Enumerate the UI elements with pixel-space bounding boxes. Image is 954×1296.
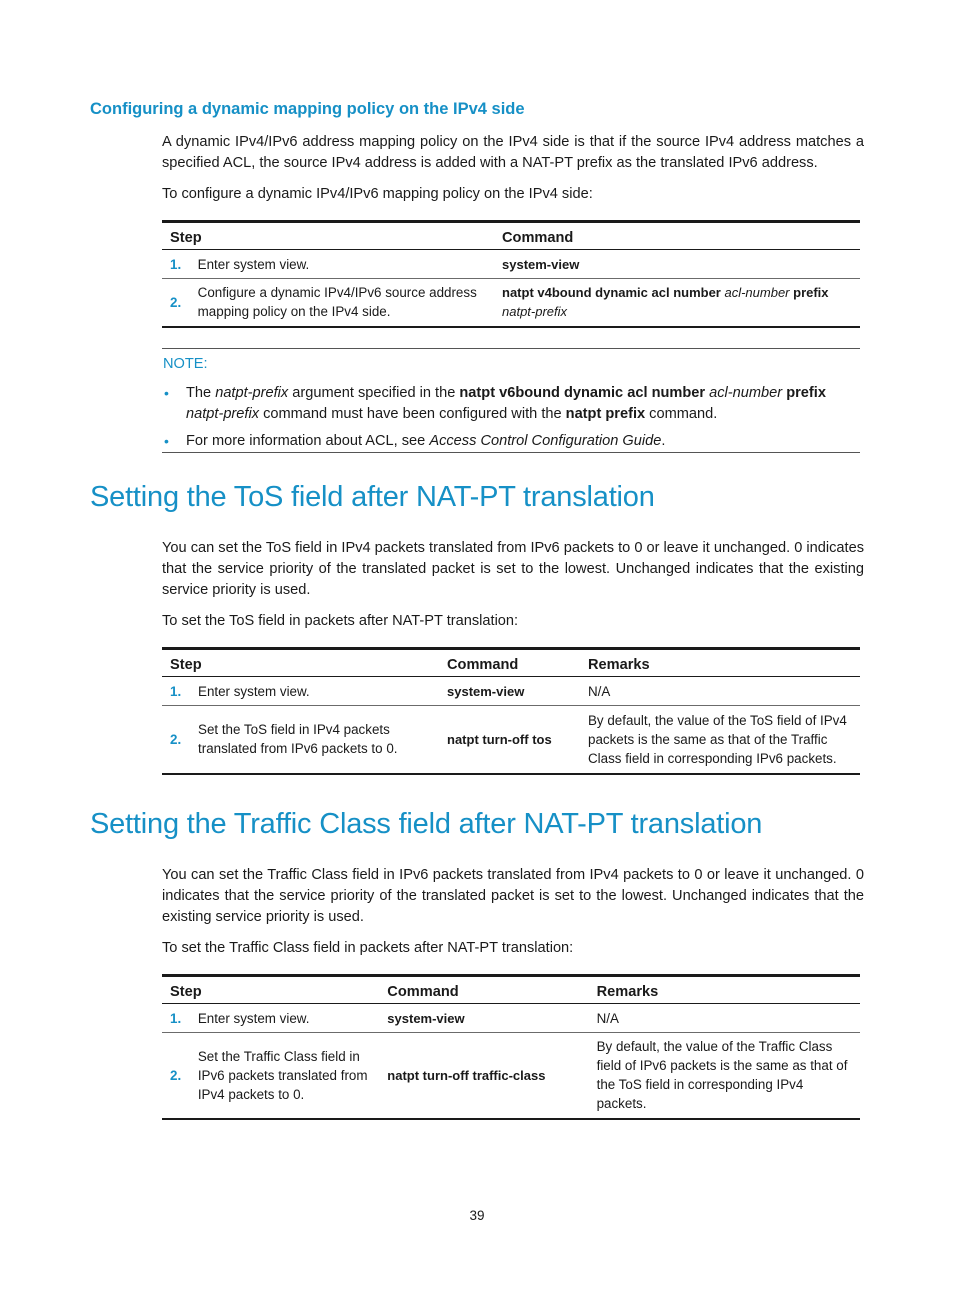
step-description: Enter system view.: [197, 256, 310, 272]
section-heading-dynamic-mapping: Configuring a dynamic mapping policy on the IPv4 side: [90, 100, 525, 118]
paragraph-tos-intro: You can set the ToS field in IPv4 packets translated from IPv6 packets to 0 or leave it unchanged. 0 indicates that the service priority of the translated packet is set to the lowest. Unchanged indicates that the existing service priority is used.: [162, 540, 864, 598]
section-heading-traffic-class: Setting the Traffic Class field after NAT-PT translation: [90, 808, 763, 840]
note-text: For more information about ACL, see: [186, 433, 430, 449]
bullet-icon: •: [164, 433, 169, 449]
paragraph-traffic-class-intro: You can set the Traffic Class field in IPv6 packets translated from IPv4 packets to 0 or leave it unchanged. 0 indicates that the service priority of the translated packet is set to the lowest. Unchanged indicates that the existing service priority is used.: [162, 867, 864, 925]
step-description: Enter system view.: [198, 683, 310, 699]
command-text: [494, 279, 860, 327]
page-number: 39: [469, 1208, 485, 1223]
remarks-text: By default, the value of the Traffic Class field of IPv6 packets is the same as that of the ToS field in corresponding IPv4 packets.: [589, 1033, 860, 1119]
remarks-text: N/A: [596, 1010, 619, 1026]
note-command: natpt v6bound dynamic acl number: [459, 385, 706, 401]
table-row: [162, 250, 860, 279]
table-traffic-class: [162, 974, 860, 1120]
section-heading-tos: Setting the ToS field after NAT-PT translation: [90, 481, 655, 513]
note-command: natpt prefix: [565, 406, 646, 422]
command-argument: natpt-prefix: [502, 304, 568, 320]
command-text: natpt turn-off traffic-class: [379, 1033, 588, 1119]
note-command: prefix: [782, 385, 826, 401]
step-description: Configure a dynamic IPv4/IPv6 source address mapping policy on the IPv4 side.: [190, 279, 494, 327]
note-text: command must have been configured with the: [259, 406, 566, 422]
command-text: system-view: [387, 1010, 465, 1026]
note-text: The: [186, 385, 216, 401]
table-row: [162, 706, 860, 774]
command-keyword: prefix: [789, 285, 829, 301]
column-header-step: Step: [162, 976, 379, 1004]
note-text: argument specified in the: [288, 385, 460, 401]
command-text: system-view: [447, 683, 525, 699]
note-text: .: [661, 433, 666, 449]
column-header-remarks: Remarks: [580, 649, 860, 677]
step-number: 1.: [170, 256, 182, 272]
paragraph-traffic-class-lead: To set the Traffic Class field in packets after NAT-PT translation:: [162, 940, 574, 956]
column-header-command: Command: [439, 649, 580, 677]
bullet-icon: •: [164, 385, 169, 401]
step-number: 2.: [162, 279, 190, 327]
column-header-command: Command: [494, 222, 860, 250]
note-list: [162, 383, 862, 458]
step-number: 2.: [162, 706, 190, 774]
remarks-text: N/A: [588, 683, 611, 699]
step-description: Enter system view.: [197, 1010, 310, 1026]
paragraph-tos-lead: To set the ToS field in packets after NAT-PT translation:: [162, 613, 519, 629]
note-divider-bottom: [162, 452, 860, 453]
table-row: [162, 677, 860, 706]
note-argument: acl-number: [705, 385, 783, 401]
guide-reference: Access Control Configuration Guide: [429, 433, 662, 449]
column-header-command: Command: [379, 976, 588, 1004]
note-label: NOTE:: [163, 356, 208, 372]
command-argument: acl-number: [724, 285, 790, 301]
note-item: [162, 431, 862, 452]
column-header-remarks: Remarks: [589, 976, 860, 1004]
step-number: 1.: [170, 683, 182, 699]
command-keyword: natpt v4bound dynamic acl number: [502, 285, 725, 301]
column-header-step: Step: [162, 222, 494, 250]
note-argument: natpt-prefix: [215, 385, 289, 401]
paragraph-dynamic-intro: A dynamic IPv4/IPv6 address mapping policy on the IPv4 side is that if the source IPv4 address matches a specified ACL, the source IPv4 address is added with a NAT-PT prefix as the translated IPv6 address.: [162, 134, 864, 171]
note-item: [162, 383, 862, 425]
paragraph-dynamic-lead: To configure a dynamic IPv4/IPv6 mapping policy on the IPv4 side:: [162, 186, 593, 202]
command-text: natpt turn-off tos: [439, 706, 580, 774]
table-row: [162, 1033, 860, 1119]
step-number: 1.: [170, 1010, 182, 1026]
table-tos: [162, 647, 860, 775]
table-header-row: [162, 976, 860, 1004]
table-dynamic-mapping: [162, 220, 860, 328]
table-row: [162, 279, 860, 327]
column-header-step: Step: [162, 649, 439, 677]
step-number: 2.: [162, 1033, 190, 1119]
remarks-text: By default, the value of the ToS field of IPv4 packets is the same as that of the Traffic Class field in corresponding IPv6 packets.: [580, 706, 860, 774]
step-description: Set the ToS field in IPv4 packets translated from IPv6 packets to 0.: [190, 706, 439, 774]
table-row: [162, 1004, 860, 1033]
note-text: command.: [645, 406, 718, 422]
table-header-row: [162, 222, 860, 250]
note-argument: natpt-prefix: [186, 406, 260, 422]
command-text: system-view: [502, 256, 580, 272]
note-divider-top: [162, 348, 860, 349]
step-description: Set the Traffic Class field in IPv6 packets translated from IPv4 packets to 0.: [190, 1033, 379, 1119]
table-header-row: [162, 649, 860, 677]
